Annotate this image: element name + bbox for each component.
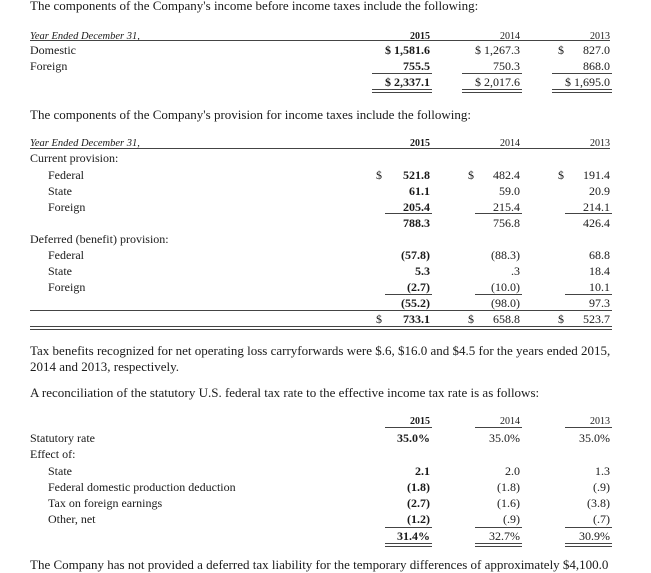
- t2-cell: 61.1: [409, 184, 430, 198]
- t3-statutory-label: Statutory rate: [30, 431, 95, 445]
- t3-effect-label: Effect of:: [30, 447, 76, 461]
- t2-dollar-sign: $: [468, 312, 474, 326]
- intro-provision-components: The components of the Company's provision for income taxes include the following:: [30, 107, 472, 122]
- t1-row-label: Domestic: [30, 43, 76, 57]
- t2-total: 523.7: [583, 312, 610, 326]
- t2-cell: 18.4: [589, 264, 610, 278]
- t3-cell: (3.8): [587, 496, 610, 510]
- t2-total-double-rule: [30, 326, 612, 330]
- t1-cell: 868.0: [583, 59, 610, 73]
- t2-dollar-sign: $: [468, 168, 474, 182]
- t1-cell: 827.0: [583, 43, 610, 57]
- t1-subtotal-rule: [552, 73, 612, 74]
- t3-total-double-rule: [475, 543, 522, 547]
- t2-row-label: Federal: [48, 168, 84, 182]
- t2-cell: 68.8: [589, 248, 610, 262]
- t2-row-label: State: [48, 184, 72, 198]
- t3-cell: (.9): [503, 512, 520, 526]
- t1-dollar-sign: $: [558, 43, 564, 57]
- t2-dollar-sign: $: [376, 168, 382, 182]
- t3-total-rule: [475, 527, 522, 528]
- t3-total: 30.9%: [579, 529, 610, 543]
- t1-total-double-rule: [552, 89, 612, 93]
- t2-cell: 214.1: [583, 200, 610, 214]
- t2-cell: 10.1: [589, 280, 610, 294]
- t2-current-total: 756.8: [493, 216, 520, 230]
- t2-cell: 5.3: [415, 264, 430, 278]
- t1-year-2014: 2014: [500, 31, 520, 42]
- t2-total-rule: [30, 310, 612, 311]
- t2-cell: .3: [511, 264, 520, 278]
- t1-total-double-rule: [462, 89, 522, 93]
- t2-cell: 59.0: [499, 184, 520, 198]
- t2-deferred-label: Deferred (benefit) provision:: [30, 232, 169, 246]
- t3-total-rule: [565, 527, 612, 528]
- t2-year-2015: 2015: [410, 138, 430, 149]
- t2-current-rule: [475, 213, 522, 214]
- t3-cell: (2.7): [407, 496, 430, 510]
- t2-cell: 521.8: [403, 168, 430, 182]
- closing-paragraph: The Company has not provided a deferred tax liability for the temporary differences of approximately $4,100.0: [30, 557, 609, 572]
- t2-cell: 215.4: [493, 200, 520, 214]
- t3-cell: (1.6): [497, 496, 520, 510]
- t2-dollar-sign: $: [558, 312, 564, 326]
- t3-row-label: Other, net: [48, 512, 96, 526]
- t2-row-label: State: [48, 264, 72, 278]
- t3-total-rule: [385, 527, 432, 528]
- t3-row-label: Tax on foreign earnings: [48, 496, 163, 510]
- t3-cell: 35.0%: [397, 431, 430, 445]
- t2-deferred-rule: [385, 294, 432, 295]
- t3-cell: (1.2): [407, 512, 430, 526]
- t2-current-total: 788.3: [403, 216, 430, 230]
- t3-total-double-rule: [565, 543, 612, 547]
- t3-header-rule: [385, 427, 432, 428]
- t3-year-2014: 2014: [500, 416, 520, 427]
- t2-cell: (10.0): [491, 280, 520, 294]
- t1-year-2013: 2013: [590, 31, 610, 42]
- t2-deferred-total: (98.0): [491, 296, 520, 310]
- t2-cell: 482.4: [493, 168, 520, 182]
- t2-deferred-total: (55.2): [401, 296, 430, 310]
- t2-cell: 20.9: [589, 184, 610, 198]
- t2-cell: (88.3): [491, 248, 520, 262]
- t3-total-double-rule: [385, 543, 432, 547]
- t2-deferred-rule: [565, 294, 612, 295]
- t2-year-2014: 2014: [500, 138, 520, 149]
- t2-row-label: Foreign: [48, 200, 86, 214]
- t2-deferred-rule: [475, 294, 522, 295]
- t1-total: $ 1,695.0: [565, 75, 610, 89]
- t3-year-2015: 2015: [410, 416, 430, 427]
- t1-row-label: Foreign: [30, 59, 68, 73]
- t2-dollar-sign: $: [558, 168, 564, 182]
- t3-cell: 2.1: [415, 464, 430, 478]
- t3-cell: 1.3: [595, 464, 610, 478]
- intro-income-components: The components of the Company's income before income taxes include the following:: [30, 0, 479, 13]
- t2-cell: 205.4: [403, 200, 430, 214]
- t1-header-rule: [30, 40, 610, 41]
- t1-total: $ 2,337.1: [385, 75, 430, 89]
- t1-cell: 750.3: [493, 59, 520, 73]
- t3-header-rule: [565, 427, 612, 428]
- t2-total: 733.1: [403, 312, 430, 326]
- t1-total-double-rule: [372, 89, 432, 93]
- t3-cell: (.9): [593, 480, 610, 494]
- t1-year-2015: 2015: [410, 31, 430, 42]
- intro-rate-reconciliation: A reconciliation of the statutory U.S. federal tax rate to the effective income tax rate is as follows:: [30, 385, 540, 400]
- t3-total: 32.7%: [489, 529, 520, 543]
- t2-current-label: Current provision:: [30, 151, 119, 165]
- t1-cell: $ 1,267.3: [475, 43, 520, 57]
- t3-cell: (.7): [593, 512, 610, 526]
- t2-current-rule: [565, 213, 612, 214]
- t2-deferred-total: 97.3: [589, 296, 610, 310]
- t3-cell: (1.8): [497, 480, 520, 494]
- t1-subtotal-rule: [462, 73, 522, 74]
- t2-current-total: 426.4: [583, 216, 610, 230]
- t3-row-label: State: [48, 464, 72, 478]
- t3-cell: 2.0: [505, 464, 520, 478]
- t2-header-rule: [30, 148, 610, 149]
- nol-paragraph: Tax benefits recognized for net operating loss carryforwards were $.6, $16.0 and $4.5 for the years ended 2015, 2014 and 2013, respectively.: [30, 343, 611, 374]
- t3-total: 31.4%: [397, 529, 430, 543]
- t2-cell: (2.7): [407, 280, 430, 294]
- t3-cell: 35.0%: [579, 431, 610, 445]
- t3-year-2013: 2013: [590, 416, 610, 427]
- t2-year-2013: 2013: [590, 138, 610, 149]
- t2-cell: (57.8): [401, 248, 430, 262]
- t2-row-label: Federal: [48, 248, 84, 262]
- t1-subtotal-rule: [372, 73, 432, 74]
- t2-header: Year Ended December 31,: [30, 138, 140, 149]
- t3-cell: 35.0%: [489, 431, 520, 445]
- t1-cell: 755.5: [403, 59, 430, 73]
- t1-header: Year Ended December 31,: [30, 31, 140, 42]
- t1-cell: $ 1,581.6: [385, 43, 430, 57]
- t3-header-rule: [475, 427, 522, 428]
- t2-dollar-sign: $: [376, 312, 382, 326]
- t3-row-label: Federal domestic production deduction: [48, 480, 236, 494]
- t2-row-label: Foreign: [48, 280, 86, 294]
- t2-current-rule: [385, 213, 432, 214]
- t2-total: 658.8: [493, 312, 520, 326]
- t1-total: $ 2,017.6: [475, 75, 520, 89]
- t3-cell: (1.8): [407, 480, 430, 494]
- t2-cell: 191.4: [583, 168, 610, 182]
